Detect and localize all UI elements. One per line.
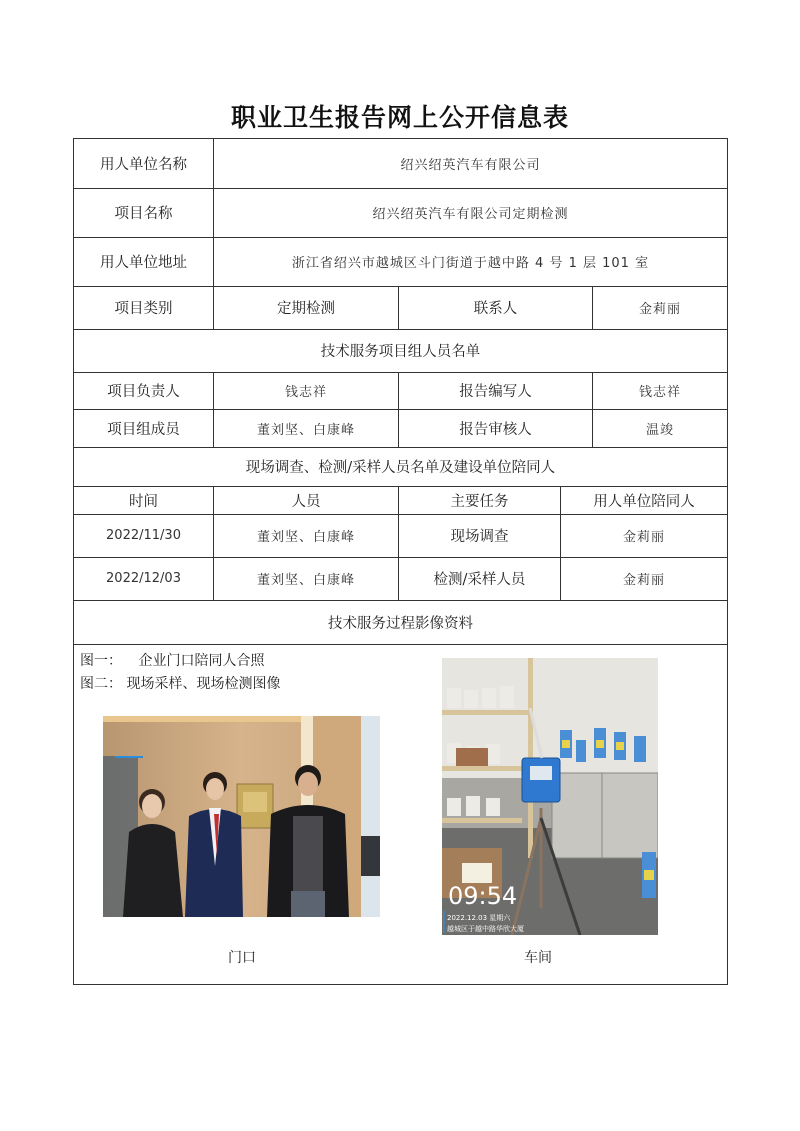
row-date: 2022/12/03 (106, 571, 181, 586)
category-label: 项目类别 (114, 301, 173, 317)
figure-2-label: 图二： (80, 676, 122, 692)
row-escort: 金莉丽 (560, 557, 727, 600)
members-value: 董刘坚、白康峰 (213, 409, 398, 447)
table-row (74, 557, 727, 601)
team-section-title: 技术服务项目组人员名单 (320, 344, 481, 360)
employer-name-label: 用人单位名称 (100, 157, 187, 173)
address-label: 用人单位地址 (100, 255, 187, 271)
row-employer-name (74, 139, 727, 189)
figure-1-desc: 企业门口陪同人合照 (138, 653, 265, 669)
table-row (74, 514, 727, 558)
figure-2-caption (80, 673, 280, 693)
figure-2-desc: 现场采样、现场检测图像 (126, 676, 281, 692)
writer-value: 钱志祥 (592, 372, 727, 409)
row-task: 现场调查 (398, 514, 560, 557)
row-members-reviewer (74, 409, 727, 448)
photo-timestamp-date: 2022.12.03 星期六 (447, 914, 511, 922)
project-name-value: 绍兴绍英汽车有限公司定期检测 (213, 188, 727, 237)
row-survey-title (74, 447, 727, 487)
header-time: 时间 (129, 493, 158, 510)
row-task: 检测/采样人员 (398, 557, 560, 600)
row-staff: 董刘坚、白康峰 (213, 514, 398, 557)
employer-name-value: 绍兴绍英汽车有限公司 (213, 139, 727, 188)
row-team-title (74, 329, 727, 373)
photo-area (74, 645, 727, 985)
category-value: 定期检测 (213, 286, 398, 329)
row-date: 2022/11/30 (106, 528, 181, 543)
row-address (74, 237, 727, 287)
page-title: 职业卫生报告网上公开信息表 (230, 103, 569, 132)
reviewer-value: 温竣 (592, 409, 727, 447)
contact-value: 金莉丽 (592, 286, 727, 329)
members-label: 项目组成员 (107, 421, 180, 438)
row-project-name (74, 188, 727, 238)
row-escort: 金莉丽 (560, 514, 727, 557)
project-name-label: 项目名称 (114, 206, 173, 222)
figure-1-label: 图一： (80, 653, 122, 669)
address-value: 浙江省绍兴市越城区斗门街道于越中路 4 号 1 层 101 室 (213, 237, 727, 286)
survey-header-row (74, 486, 727, 515)
header-staff: 人员 (213, 486, 398, 514)
workshop-photo (442, 658, 658, 935)
photo-timestamp-time: 09:54 (448, 882, 518, 910)
writer-label: 报告编写人 (398, 372, 592, 409)
row-images-title (74, 600, 727, 645)
photo-timestamp-location: 越城区于越中路华欣大厦 (447, 925, 524, 933)
images-section-title: 技术服务过程影像资料 (328, 615, 473, 632)
workshop-photo-image (442, 658, 658, 935)
header-escort: 用人单位陪同人 (560, 486, 727, 514)
contact-label: 联系人 (398, 286, 592, 329)
reviewer-label: 报告审核人 (398, 409, 592, 447)
row-staff: 董刘坚、白康峰 (213, 557, 398, 600)
row-category-contact (74, 286, 727, 330)
info-table (73, 138, 728, 985)
survey-section-title: 现场调查、检测/采样人员名单及建设单位陪同人 (245, 460, 556, 476)
entrance-photo-caption: 门口 (228, 950, 256, 966)
entrance-photo-image (103, 716, 380, 917)
header-task: 主要任务 (398, 486, 560, 514)
figure-1-caption (80, 650, 264, 670)
row-leader-writer (74, 372, 727, 410)
leader-label: 项目负责人 (107, 384, 180, 400)
workshop-photo-caption: 车间 (524, 950, 552, 966)
leader-value: 钱志祥 (213, 372, 398, 409)
entrance-photo (103, 716, 380, 917)
